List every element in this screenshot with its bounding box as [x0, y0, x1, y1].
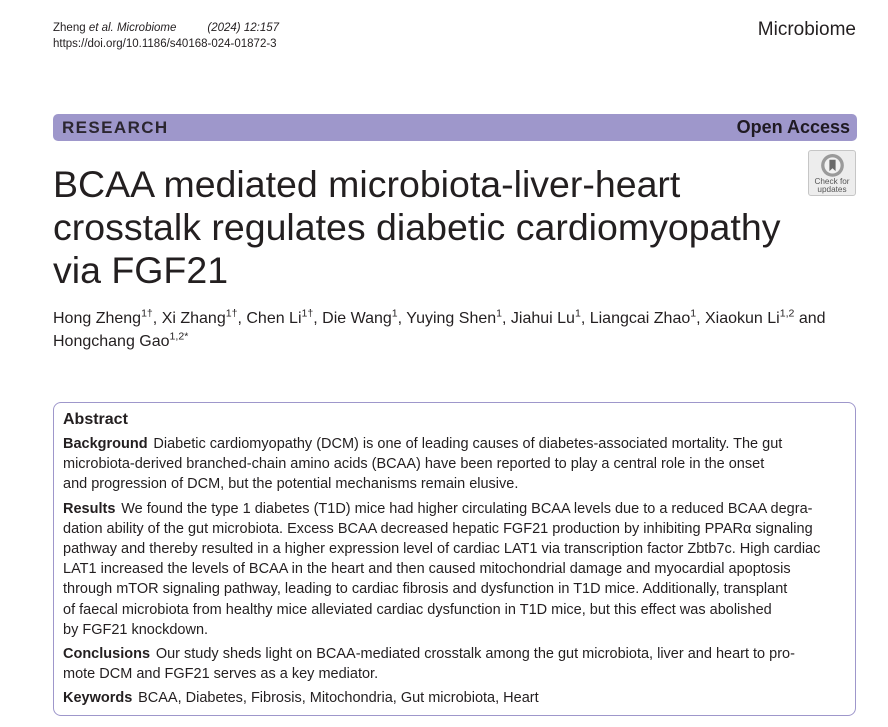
- abstract-line: by FGF21 knockdown.: [63, 621, 209, 638]
- abstract-line: [63, 499, 846, 519]
- journal-brand: Microbiome: [757, 19, 856, 40]
- author-line: [53, 307, 853, 330]
- author-affiliation: 1: [496, 307, 503, 320]
- author-affiliation: 1†: [141, 307, 153, 320]
- badge-text-line: updates: [817, 185, 847, 195]
- abstract-conclusions: [63, 644, 846, 684]
- line-text: Diabetic cardiomyopathy (DCM) is one of leading causes of diabetes-associated mortality. The gut: [153, 436, 783, 452]
- abstract-line: microbiota-derived branched-chain amino acids (BCAA) have been reported to play a central role in the onset: [63, 456, 765, 473]
- abstract-keywords: [63, 688, 846, 708]
- author-name: Xi Zhang: [161, 310, 226, 327]
- author-affiliation: 1†: [225, 307, 238, 320]
- author-separator: ,: [237, 310, 247, 327]
- article-type: RESEARCH: [62, 117, 169, 137]
- author-separator: ,: [152, 310, 162, 327]
- section-label: Background: [63, 436, 148, 452]
- author-separator: ,: [580, 310, 590, 327]
- author-name: Chen Li: [246, 310, 302, 327]
- author-separator: ,: [313, 310, 323, 327]
- abstract-line: of faecal microbiota from healthy mice alleviated cardiac dysfunction in T1D mice, but this effect was abolished: [63, 601, 772, 618]
- author-affiliation: 1: [690, 307, 697, 320]
- abstract-line: [63, 644, 846, 664]
- article-title: [53, 163, 848, 292]
- running-header: [53, 20, 279, 36]
- abstract-line: [63, 434, 846, 454]
- title-line: crosstalk regulates diabetic cardiomyopathy: [53, 206, 781, 248]
- author-name: Hongchang Gao: [53, 333, 170, 350]
- section-label: Results: [63, 500, 116, 517]
- author-affiliation: 1: [391, 307, 398, 320]
- author-line: [53, 330, 853, 353]
- line-text: Our study sheds light on BCAA-mediated crosstalk among the gut microbiota, liver and heart to pro-: [155, 646, 795, 663]
- author-separator: ,: [397, 310, 407, 327]
- abstract-line: dation ability of the gut microbiota. Excess BCAA decreased hepatic FGF21 production by inhibiting PPARα signaling: [63, 520, 813, 537]
- section-label: Conclusions: [63, 646, 151, 663]
- abstract-line: [63, 688, 846, 708]
- abstract-line: pathway and thereby resulted in a higher expression level of cardiac LAT1 via transcription factor Zbtb7c. High cardiac: [63, 541, 821, 558]
- keywords-text: BCAA, Diabetes, Fibrosis, Mitochondria, Gut microbiota, Heart: [138, 690, 539, 707]
- line-text: We found the type 1 diabetes (T1D) mice had higher circulating BCAA levels due to a reduced BCAA degra-: [121, 500, 813, 517]
- running-header-et-al: et al.: [88, 22, 114, 34]
- abstract-results: [63, 499, 846, 640]
- running-header-author: Zheng: [53, 22, 86, 34]
- abstract-heading: Abstract: [63, 411, 128, 428]
- author-affiliation: 1,2*: [169, 330, 189, 343]
- author-name: Liangcai Zhao: [589, 310, 691, 327]
- author-affiliation: 1,2: [779, 307, 795, 320]
- open-access-label: Open Access: [736, 117, 850, 137]
- abstract-line: and progression of DCM, but the potential mechanisms remain elusive.: [63, 476, 519, 493]
- abstract-background: [63, 434, 846, 495]
- section-label: Keywords: [63, 690, 133, 707]
- abstract-box: [53, 402, 856, 716]
- abstract-line: LAT1 increased the levels of BCAA in the heart and then caused mitochondrial damage and myocardial apoptosis: [63, 561, 791, 578]
- running-header-citation: (2024) 12:157: [207, 22, 280, 34]
- title-line: BCAA mediated microbiota-liver-heart: [53, 163, 681, 205]
- abstract-line: through mTOR signaling pathway, leading to cardiac fibrosis and dysfunction in T1D mice. Additionally, transplant: [63, 581, 788, 598]
- badge-text-line: Check for: [814, 176, 850, 186]
- author-name: Hong Zheng: [53, 310, 142, 327]
- author-name: Jiahui Lu: [510, 310, 575, 327]
- doi-link[interactable]: https://doi.org/10.1186/s40168-024-01872-3: [53, 38, 277, 50]
- author-affiliation: 1†: [301, 307, 314, 320]
- article-type-banner: [53, 114, 857, 141]
- author-separator: ,: [696, 310, 705, 327]
- author-name: Yuying Shen: [406, 310, 497, 327]
- author-name: Xiaokun Li: [705, 310, 780, 327]
- author-separator: ,: [502, 310, 511, 327]
- author-affiliation: 1: [574, 307, 581, 320]
- author-name: Die Wang: [322, 310, 392, 327]
- title-line: via FGF21: [53, 249, 229, 291]
- author-separator: and: [794, 310, 826, 327]
- abstract-line: mote DCM and FGF21 serves as a key mediator.: [63, 666, 379, 683]
- author-list: [53, 307, 853, 353]
- running-header-journal: Microbiome: [116, 22, 177, 34]
